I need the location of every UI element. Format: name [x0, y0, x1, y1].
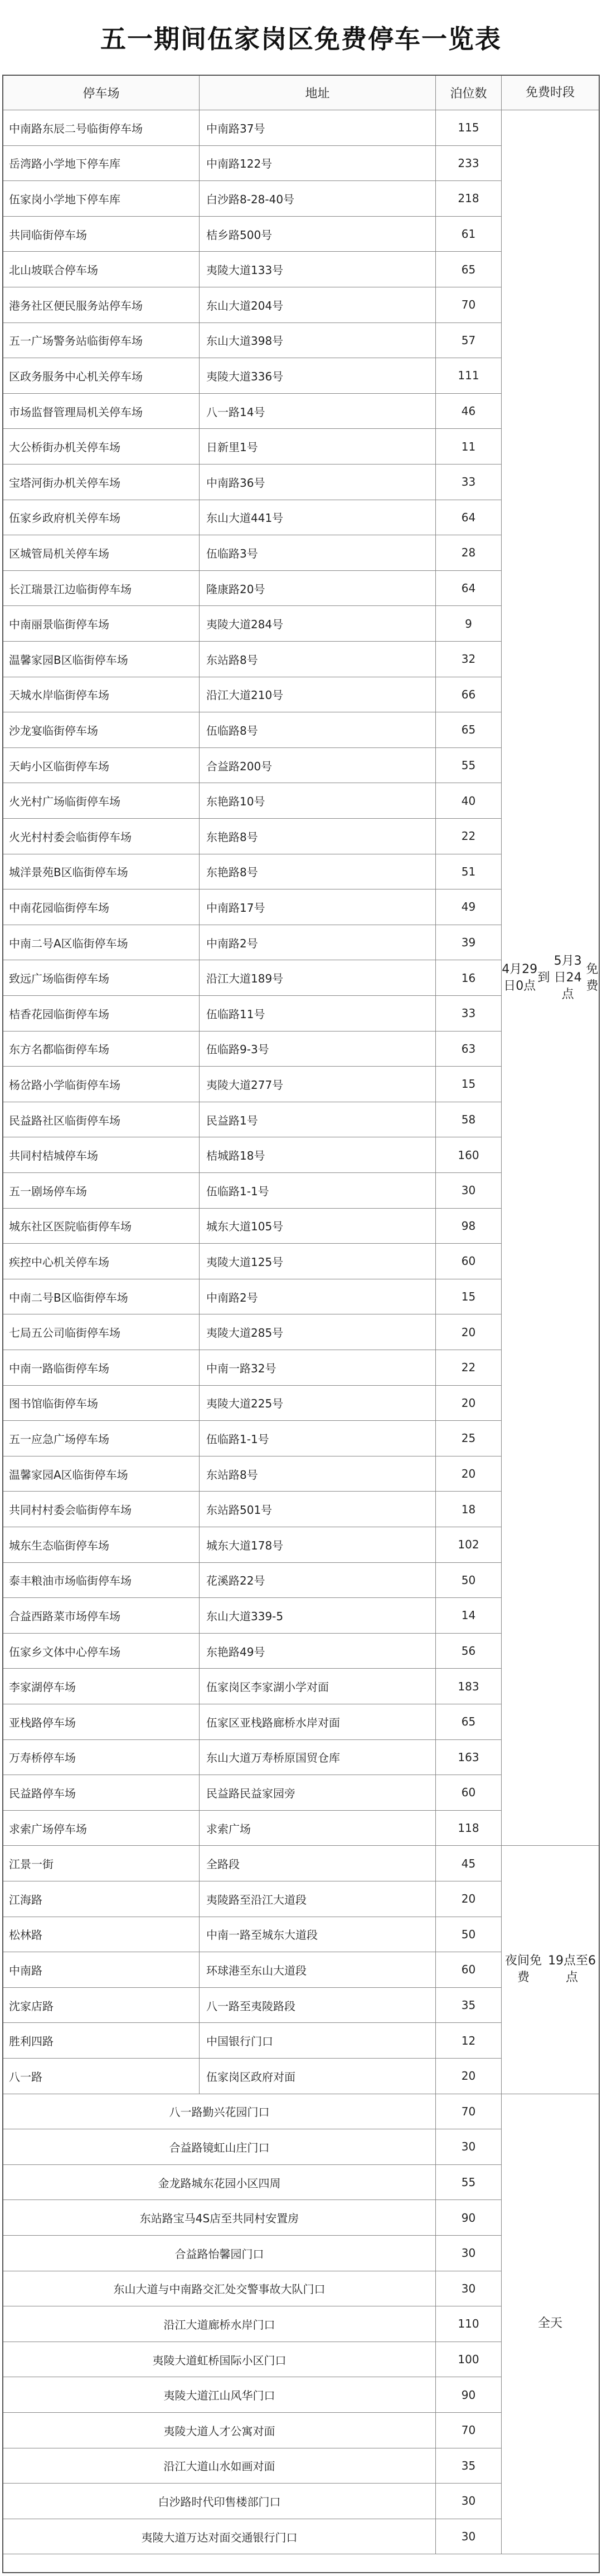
parking-address: 中南路17号 — [200, 889, 436, 925]
parking-spaces: 50 — [436, 1563, 502, 1599]
parking-address: 隆康路20号 — [200, 571, 436, 607]
parking-spaces: 111 — [436, 358, 502, 394]
parking-spaces: 63 — [436, 1032, 502, 1067]
parking-spaces: 12 — [436, 2023, 502, 2059]
parking-spaces: 25 — [436, 1421, 502, 1456]
parking-name: 江景一街 — [3, 1846, 200, 1881]
parking-name: 港务社区便民服务站停车场 — [3, 287, 200, 323]
parking-address: 东山大道万寿桥原国贸仓库 — [200, 1740, 436, 1776]
parking-spaces: 58 — [436, 1102, 502, 1138]
parking-spaces: 49 — [436, 889, 502, 925]
free-time-text: 到 — [537, 970, 550, 985]
parking-spaces: 55 — [436, 2165, 502, 2201]
parking-spaces: 33 — [436, 996, 502, 1032]
parking-name: 伍家乡文体中心停车场 — [3, 1634, 200, 1669]
parking-spaces: 70 — [436, 2094, 502, 2130]
parking-spaces: 32 — [436, 642, 502, 677]
parking-name: 城东生态临街停车场 — [3, 1527, 200, 1563]
parking-address: 伍临路9-3号 — [200, 1032, 436, 1067]
parking-name: 合益西路菜市场停车场 — [3, 1598, 200, 1634]
parking-spaces: 233 — [436, 146, 502, 182]
parking-location: 夷陵大道江山风华门口 — [3, 2377, 436, 2413]
parking-name: 天屿小区临街停车场 — [3, 748, 200, 784]
parking-address: 夷陵大道133号 — [200, 252, 436, 287]
parking-spaces: 100 — [436, 2342, 502, 2378]
parking-address: 东站路8号 — [200, 642, 436, 677]
parking-location: 合益路镜虹山庄门口 — [3, 2129, 436, 2165]
parking-name: 火光村广场临街停车场 — [3, 783, 200, 819]
parking-spaces: 110 — [436, 2306, 502, 2342]
parking-name: 中南二号A区临街停车场 — [3, 925, 200, 961]
header-free-time: 免费时段 — [502, 76, 599, 110]
parking-name: 温馨家园B区临街停车场 — [3, 642, 200, 677]
parking-address: 东艳路8号 — [200, 854, 436, 890]
parking-name: 杨岔路小学临街停车场 — [3, 1067, 200, 1102]
parking-location: 八一路勤兴花园门口 — [3, 2094, 436, 2130]
parking-address: 夷陵大道285号 — [200, 1314, 436, 1350]
parking-spaces: 61 — [436, 217, 502, 252]
parking-address: 东山大道441号 — [200, 500, 436, 536]
free-time-cell — [502, 110, 599, 1846]
parking-spaces: 11 — [436, 429, 502, 465]
parking-address: 伍家区亚栈路廊桥水岸对面 — [200, 1704, 436, 1740]
parking-spaces: 65 — [436, 712, 502, 748]
parking-spaces: 98 — [436, 1209, 502, 1244]
parking-address: 夷陵大道125号 — [200, 1244, 436, 1279]
parking-spaces: 35 — [436, 2448, 502, 2484]
parking-spaces: 15 — [436, 1279, 502, 1315]
parking-spaces: 65 — [436, 1704, 502, 1740]
parking-spaces: 163 — [436, 1740, 502, 1776]
free-time-text: 全天 — [537, 2316, 562, 2331]
parking-name: 宝塔河街办机关停车场 — [3, 465, 200, 500]
parking-spaces: 14 — [436, 1598, 502, 1634]
parking-name: 桔香花园临街停车场 — [3, 996, 200, 1032]
parking-table — [2, 75, 600, 2573]
parking-name: 江海路 — [3, 1881, 200, 1917]
page-title: 五一期间伍家岗区免费停车一览表 — [100, 24, 502, 54]
parking-address: 沿江大道210号 — [200, 677, 436, 713]
parking-location: 沿江大道廊桥水岸门口 — [3, 2306, 436, 2342]
parking-address: 八一路14号 — [200, 394, 436, 429]
parking-name: 火光村村委会临街停车场 — [3, 819, 200, 854]
parking-address: 夷陵大道284号 — [200, 606, 436, 642]
parking-address: 环球港至东山大道段 — [200, 1952, 436, 1988]
parking-address: 中南路2号 — [200, 925, 436, 961]
free-time-text: 免费 — [586, 962, 599, 993]
parking-name: 致远广场临街停车场 — [3, 960, 200, 996]
free-time-cell — [502, 2094, 599, 2555]
parking-spaces: 30 — [436, 2519, 502, 2555]
parking-spaces: 56 — [436, 1634, 502, 1669]
parking-spaces: 20 — [436, 1386, 502, 1421]
parking-address: 中南路122号 — [200, 146, 436, 182]
parking-address: 东艳路8号 — [200, 819, 436, 854]
parking-address: 城东大道105号 — [200, 1209, 436, 1244]
parking-spaces: 70 — [436, 2413, 502, 2448]
parking-address: 夷陵大道336号 — [200, 358, 436, 394]
parking-spaces: 90 — [436, 2377, 502, 2413]
parking-address: 伍临路1-1号 — [200, 1173, 436, 1209]
parking-name: 胜利四路 — [3, 2023, 200, 2059]
parking-address: 东艳路10号 — [200, 783, 436, 819]
parking-name: 求索广场停车场 — [3, 1811, 200, 1846]
parking-address: 桔乡路500号 — [200, 217, 436, 252]
parking-spaces: 60 — [436, 1775, 502, 1811]
parking-name: 民益路停车场 — [3, 1775, 200, 1811]
parking-name: 五一应急广场停车场 — [3, 1421, 200, 1456]
parking-address: 中南路2号 — [200, 1279, 436, 1315]
parking-address: 全路段 — [200, 1846, 436, 1881]
parking-location: 白沙路时代印售楼部门口 — [3, 2484, 436, 2519]
parking-name: 七局五公司临街停车场 — [3, 1314, 200, 1350]
parking-spaces: 57 — [436, 323, 502, 359]
parking-location: 沿江大道山水如画对面 — [3, 2448, 436, 2484]
parking-address: 东艳路49号 — [200, 1634, 436, 1669]
parking-spaces: 30 — [436, 2129, 502, 2165]
parking-name: 中南路东辰二号临街停车场 — [3, 110, 200, 146]
parking-name: 城东社区医院临街停车场 — [3, 1209, 200, 1244]
parking-spaces: 40 — [436, 783, 502, 819]
header-address: 地址 — [200, 76, 436, 110]
parking-address: 东站路501号 — [200, 1492, 436, 1527]
parking-name: 沙龙宴临街停车场 — [3, 712, 200, 748]
parking-spaces: 45 — [436, 1846, 502, 1881]
parking-address: 民益路民益家园旁 — [200, 1775, 436, 1811]
parking-spaces: 65 — [436, 252, 502, 287]
parking-spaces: 20 — [436, 1456, 502, 1492]
parking-name: 温馨家园A区临街停车场 — [3, 1456, 200, 1492]
parking-spaces: 15 — [436, 1067, 502, 1102]
parking-name: 中南丽景临街停车场 — [3, 606, 200, 642]
parking-name: 大公桥街办机关停车场 — [3, 429, 200, 465]
parking-spaces: 33 — [436, 465, 502, 500]
free-time-text: 5月3日24点 — [554, 954, 582, 1001]
parking-spaces: 183 — [436, 1669, 502, 1704]
parking-address: 城东大道178号 — [200, 1527, 436, 1563]
parking-spaces: 30 — [436, 1173, 502, 1209]
parking-address: 日新里1号 — [200, 429, 436, 465]
parking-location: 东站路宝马4S店至共同村安置房 — [3, 2200, 436, 2236]
parking-name: 中南花园临街停车场 — [3, 889, 200, 925]
parking-spaces: 60 — [436, 1952, 502, 1988]
parking-spaces: 218 — [436, 181, 502, 217]
parking-name: 五一剧场停车场 — [3, 1173, 200, 1209]
parking-address: 中南一路32号 — [200, 1350, 436, 1386]
parking-address: 伍临路3号 — [200, 535, 436, 571]
parking-location: 合益路怡馨园门口 — [3, 2236, 436, 2271]
parking-address: 合益路200号 — [200, 748, 436, 784]
parking-address: 东山大道339-5 — [200, 1598, 436, 1634]
header-parking: 停车场 — [3, 76, 200, 110]
parking-name: 中南二号B区临街停车场 — [3, 1279, 200, 1315]
parking-name: 民益路社区临街停车场 — [3, 1102, 200, 1138]
parking-address: 桔城路18号 — [200, 1137, 436, 1173]
parking-spaces: 30 — [436, 2236, 502, 2271]
parking-address: 中南路37号 — [200, 110, 436, 146]
parking-address: 八一路至夷陵路段 — [200, 1988, 436, 2023]
parking-name: 万寿桥停车场 — [3, 1740, 200, 1776]
parking-name: 区城管局机关停车场 — [3, 535, 200, 571]
parking-name: 共同村村委会临街停车场 — [3, 1492, 200, 1527]
parking-location: 夷陵大道万达对面交通银行门口 — [3, 2519, 436, 2555]
free-time-text: 19点至6点 — [548, 1954, 596, 1985]
parking-name: 泰丰粮油市场临街停车场 — [3, 1563, 200, 1599]
free-time-cell — [502, 1846, 599, 2094]
parking-spaces: 20 — [436, 2059, 502, 2094]
parking-name: 八一路 — [3, 2059, 200, 2094]
parking-address: 夷陵大道225号 — [200, 1386, 436, 1421]
parking-spaces: 66 — [436, 677, 502, 713]
parking-name: 中南路 — [3, 1952, 200, 1988]
parking-spaces: 30 — [436, 2271, 502, 2307]
parking-name: 中南一路临街停车场 — [3, 1350, 200, 1386]
parking-spaces: 64 — [436, 571, 502, 607]
parking-name: 北山坡联合停车场 — [3, 252, 200, 287]
parking-address: 中南路36号 — [200, 465, 436, 500]
parking-address: 花溪路22号 — [200, 1563, 436, 1599]
parking-spaces: 115 — [436, 110, 502, 146]
parking-name: 亚栈路停车场 — [3, 1704, 200, 1740]
parking-spaces: 35 — [436, 1988, 502, 2023]
parking-spaces: 64 — [436, 500, 502, 536]
parking-name: 长江瑞景江边临街停车场 — [3, 571, 200, 607]
parking-name: 共同村桔城停车场 — [3, 1137, 200, 1173]
parking-spaces: 18 — [436, 1492, 502, 1527]
free-time-text: 夜间免费 — [505, 1954, 542, 1985]
parking-address: 夷陵路至沿江大道段 — [200, 1881, 436, 1917]
parking-address: 中南一路至城东大道段 — [200, 1917, 436, 1953]
parking-address: 中国银行门口 — [200, 2023, 436, 2059]
parking-name: 沈家店路 — [3, 1988, 200, 2023]
parking-spaces: 22 — [436, 1350, 502, 1386]
parking-address: 东山大道204号 — [200, 287, 436, 323]
parking-name: 区政务服务中心机关停车场 — [3, 358, 200, 394]
parking-name: 东方名都临街停车场 — [3, 1032, 200, 1067]
parking-name: 市场监督管理局机关停车场 — [3, 394, 200, 429]
parking-address: 民益路1号 — [200, 1102, 436, 1138]
parking-address: 夷陵大道277号 — [200, 1067, 436, 1102]
parking-name: 城洋景苑B区临街停车场 — [3, 854, 200, 890]
parking-spaces: 60 — [436, 1244, 502, 1279]
parking-spaces: 46 — [436, 394, 502, 429]
parking-spaces: 39 — [436, 925, 502, 961]
parking-spaces: 30 — [436, 2484, 502, 2519]
parking-spaces: 118 — [436, 1811, 502, 1846]
parking-spaces: 102 — [436, 1527, 502, 1563]
parking-name: 疾控中心机关停车场 — [3, 1244, 200, 1279]
parking-address: 伍临路1-1号 — [200, 1421, 436, 1456]
parking-name: 伍家岗小学地下停车库 — [3, 181, 200, 217]
parking-address: 伍家岗区政府对面 — [200, 2059, 436, 2094]
parking-spaces: 28 — [436, 535, 502, 571]
parking-spaces: 90 — [436, 2200, 502, 2236]
parking-address: 东山大道398号 — [200, 323, 436, 359]
parking-spaces: 50 — [436, 1917, 502, 1953]
parking-spaces: 160 — [436, 1137, 502, 1173]
parking-location: 夷陵大道虹桥国际小区门口 — [3, 2342, 436, 2378]
parking-location: 夷陵大道人才公寓对面 — [3, 2413, 436, 2448]
parking-name: 共同临街停车场 — [3, 217, 200, 252]
parking-spaces: 51 — [436, 854, 502, 890]
parking-address: 东站路8号 — [200, 1456, 436, 1492]
parking-name: 图书馆临街停车场 — [3, 1386, 200, 1421]
parking-address: 伍临路11号 — [200, 996, 436, 1032]
parking-name: 伍家乡政府机关停车场 — [3, 500, 200, 536]
parking-name: 五一广场警务站临街停车场 — [3, 323, 200, 359]
parking-spaces: 20 — [436, 1314, 502, 1350]
parking-name: 松林路 — [3, 1917, 200, 1953]
parking-spaces: 9 — [436, 606, 502, 642]
parking-spaces: 55 — [436, 748, 502, 784]
parking-name: 李家湖停车场 — [3, 1669, 200, 1704]
parking-name: 天城水岸临街停车场 — [3, 677, 200, 713]
parking-address: 伍家岗区李家湖小学对面 — [200, 1669, 436, 1704]
parking-spaces: 16 — [436, 960, 502, 996]
parking-location: 金龙路城东花园小区四周 — [3, 2165, 436, 2201]
parking-spaces: 70 — [436, 287, 502, 323]
parking-address: 沿江大道189号 — [200, 960, 436, 996]
parking-spaces: 22 — [436, 819, 502, 854]
parking-location: 东山大道与中南路交汇处交警事故大队门口 — [3, 2271, 436, 2307]
parking-spaces: 20 — [436, 1881, 502, 1917]
header-spaces: 泊位数 — [436, 76, 502, 110]
free-time-text: 4月29日0点 — [502, 962, 538, 993]
parking-address: 伍临路8号 — [200, 712, 436, 748]
parking-address: 求索广场 — [200, 1811, 436, 1846]
parking-address: 白沙路8-28-40号 — [200, 181, 436, 217]
parking-name: 岳湾路小学地下停车库 — [3, 146, 200, 182]
